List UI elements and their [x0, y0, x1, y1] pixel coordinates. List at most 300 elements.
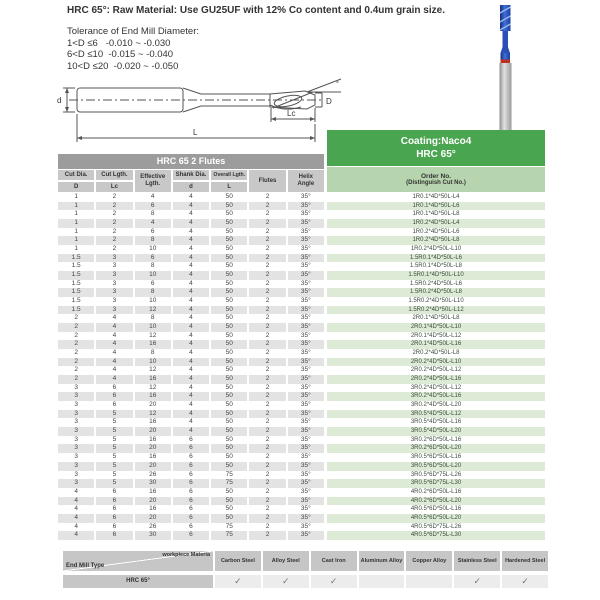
spec-cell: 5	[96, 462, 132, 471]
column-header-shank-dia	[173, 170, 209, 192]
spec-table-row	[58, 471, 324, 480]
spec-cell: 35°	[300, 487, 311, 495]
spec-cell: 1	[74, 193, 78, 200]
order-no-cell: 2R0.1*4D*50L-L16	[327, 340, 545, 349]
spec-cell: 3	[96, 271, 132, 280]
spec-table-row	[58, 245, 324, 254]
material-empty-cell	[406, 575, 452, 588]
spec-cell: 4	[173, 306, 209, 315]
column-header-effective-lgth	[135, 170, 171, 192]
material-checkmark-cell: ✓	[454, 575, 500, 588]
materials-check-row	[63, 575, 548, 588]
spec-cell: 12	[149, 366, 157, 374]
spec-cell: 4	[189, 210, 193, 218]
spec-cell: 2	[74, 314, 78, 322]
spec-cell: 35°	[300, 366, 311, 374]
spec-cell: 50	[211, 410, 247, 419]
spec-cell: 3	[74, 435, 78, 443]
spec-table-row	[58, 436, 324, 445]
spec-cell: 4	[189, 366, 193, 374]
spec-cell: 3	[58, 444, 94, 453]
spec-cell: 2	[265, 522, 270, 530]
spec-cell: 5	[112, 453, 117, 461]
spec-rows	[58, 193, 324, 540]
spec-cell: 20	[135, 514, 171, 523]
spec-table-row	[58, 280, 324, 289]
spec-cell: 3	[96, 288, 132, 297]
spec-cell: 2	[58, 358, 94, 367]
spec-cell: 2	[265, 331, 270, 339]
spec-cell: 35°	[288, 202, 324, 211]
col-label	[135, 170, 171, 192]
hrc-line: HRC 65°	[416, 149, 456, 160]
spec-cell: 35°	[288, 236, 324, 245]
spec-cell: 4	[96, 340, 132, 349]
spec-table-row	[58, 332, 324, 341]
spec-cell: 50	[225, 435, 233, 443]
spec-table-row	[58, 479, 324, 488]
spec-cell: 2	[249, 427, 285, 436]
column-header-helix-angle	[288, 170, 324, 192]
spec-cell: 10	[149, 245, 157, 253]
spec-cell: 2	[249, 202, 285, 211]
order-no-cell: 3R0.2*6D*50L-L20	[327, 444, 545, 453]
order-no-cell: 3R0.2*6D*50L-L16	[410, 436, 462, 443]
order-no-cell: 1.5R0.1*4D*50L-L6	[327, 254, 545, 263]
spec-cell: 35°	[288, 444, 324, 453]
spec-cell: 3	[74, 470, 78, 478]
order-no-cell: 1.5R0.1*4D*50L-L10	[327, 271, 545, 280]
order-no-cell: 1R0.1*4D*50L-L8	[412, 211, 460, 218]
order-no-cell: 3R0.2*4D*50L-L12	[410, 384, 462, 391]
spec-cell: 3	[74, 383, 78, 391]
order-no-cell: 1.5R0.2*4D*50L-L10	[408, 298, 464, 305]
spec-cell: 75	[211, 531, 247, 540]
spec-table-row	[58, 427, 324, 436]
col-label-line: Effective	[140, 174, 166, 180]
spec-cell: 10	[135, 323, 171, 332]
tolerance-line: 6<D ≤10 -0.015 ~ -0.040	[67, 49, 174, 60]
order-no-rows	[327, 193, 545, 540]
spec-cell: 2	[265, 453, 270, 461]
spec-cell: 20	[135, 462, 171, 471]
end-mill-type-label: HRC 65°	[63, 575, 213, 588]
spec-cell: 50	[225, 418, 233, 426]
order-no-cell: 1.5R0.1*4D*50L-L8	[409, 263, 463, 270]
spec-cell: 16	[149, 505, 157, 513]
spec-cell: 2	[249, 219, 285, 228]
spec-cell: 50	[211, 288, 247, 297]
spec-cell: 50	[211, 497, 247, 506]
order-no-column-header	[327, 167, 545, 192]
spec-cell: 35°	[300, 193, 311, 200]
spec-cell: 2	[74, 349, 78, 357]
spec-cell: 6	[96, 531, 132, 540]
spec-cell: 12	[149, 331, 157, 339]
spec-cell: 16	[149, 418, 157, 426]
spec-table-row	[58, 444, 324, 453]
spec-cell: 35°	[288, 392, 324, 401]
order-no-cell: 2R0.1*4D*50L-L12	[410, 332, 462, 339]
order-no-cell: 3R0.2*4D*50L-L20	[410, 402, 462, 409]
spec-cell: 2	[249, 306, 285, 315]
order-no-cell: 1R0.1*4D*50L-L4	[412, 194, 460, 200]
spec-cell: 50	[225, 366, 233, 374]
spec-table-row	[58, 418, 324, 427]
spec-table-row	[58, 254, 324, 263]
spec-cell: 2	[249, 531, 285, 540]
order-no-cell: 1R0.2*4D*50L-L8	[327, 236, 545, 245]
spec-cell: 2	[265, 470, 270, 478]
spec-cell: 3	[112, 279, 117, 287]
spec-cell: 6	[189, 435, 193, 443]
spec-cell: 1.5	[58, 271, 94, 280]
spec-cell: 6	[150, 279, 155, 287]
spec-cell: 16	[149, 435, 157, 443]
spec-cell: 6	[173, 444, 209, 453]
spec-cell: 50	[211, 202, 247, 211]
order-no-cell: 3R0.2*4D*50L-L16	[327, 392, 545, 401]
coating-line: Coating:Naco4	[400, 136, 472, 147]
column-header-flutes	[249, 170, 285, 192]
order-no-cell: 1.5R0.2*4D*50L-L8	[327, 288, 545, 297]
spec-cell: 16	[149, 487, 157, 495]
spec-cell: 2	[96, 236, 132, 245]
spec-cell: 4	[189, 331, 193, 339]
spec-cell: 6	[150, 227, 155, 235]
spec-cell: 2	[249, 392, 285, 401]
spec-cell: 2	[249, 462, 285, 471]
material-column-header: Copper Alloy	[406, 551, 452, 571]
spec-table-row	[58, 523, 324, 532]
spec-cell: 50	[211, 375, 247, 384]
column-header-overall-lgth	[211, 170, 247, 192]
spec-cell: 4	[112, 366, 117, 374]
spec-cell: 35°	[300, 227, 311, 235]
spec-cell: 12	[135, 410, 171, 419]
order-no-cell: 2R0.2*4D*50L-L12	[410, 367, 462, 374]
spec-cell: 2	[249, 444, 285, 453]
spec-table-row	[58, 358, 324, 367]
column-header-cut-lgth	[96, 170, 132, 192]
spec-cell: 20	[135, 427, 171, 436]
diagram-label-D: D	[326, 97, 332, 106]
tolerance-line: 10<D ≤20 -0.020 ~ -0.050	[67, 60, 179, 72]
order-no-cell: 3R0.5*4D*50L-L12	[327, 410, 545, 419]
spec-cell: 50	[211, 340, 247, 349]
spec-cell: 35°	[300, 245, 311, 253]
spec-table-row	[58, 488, 324, 497]
spec-cell: 35°	[300, 349, 311, 357]
spec-cell: 2	[249, 479, 285, 488]
spec-cell: 4	[96, 375, 132, 384]
spec-cell: 6	[189, 522, 193, 530]
order-no-cell: 4R0.5*6D*75L-L26	[410, 523, 462, 530]
order-no-cell: 4R0.2*6D*50L-L20	[327, 497, 545, 506]
tolerance-line: 1<D ≤6 -0.010 ~ -0.030	[67, 37, 171, 49]
spec-table-row	[58, 375, 324, 384]
spec-cell: 10	[135, 271, 171, 280]
spec-cell: 2	[265, 227, 270, 235]
spec-cell: 10	[149, 297, 157, 305]
col-top-label: Cut Dia.	[58, 170, 94, 180]
spec-cell: 2	[265, 210, 270, 218]
spec-cell: 2	[265, 401, 270, 409]
order-no-cell: 3R0.5*6D*50L-L20	[327, 462, 545, 471]
order-no-cell: 1R0.2*4D*50L-L6	[412, 228, 460, 235]
spec-cell: 6	[96, 392, 132, 401]
spec-cell: 1	[74, 245, 78, 253]
spec-cell: 35°	[288, 271, 324, 280]
spec-table-row	[58, 340, 324, 349]
spec-cell: 5	[112, 435, 117, 443]
spec-cell: 3	[74, 401, 78, 409]
spec-cell: 1.5	[71, 279, 81, 287]
spec-cell: 2	[74, 331, 78, 339]
col-label-line: Angle	[297, 181, 315, 187]
spec-cell: 6	[189, 470, 193, 478]
spec-cell: 2	[265, 505, 270, 513]
spec-cell: 4	[189, 193, 193, 200]
spec-cell: 3	[74, 453, 78, 461]
order-no-cell: 3R0.5*6D*50L-L16	[410, 454, 462, 461]
spec-cell: 16	[135, 392, 171, 401]
spec-cell: 30	[135, 479, 171, 488]
spec-cell: 50	[225, 331, 233, 339]
spec-cell: 2	[112, 227, 117, 235]
spec-cell: 16	[135, 375, 171, 384]
spec-cell: 4	[189, 227, 193, 235]
spec-table-row	[58, 392, 324, 401]
order-no-cell: 3R0.5*4D*50L-L20	[327, 427, 545, 436]
spec-cell: 1.5	[58, 288, 94, 297]
spec-cell: 50	[225, 193, 233, 200]
spec-table-row	[58, 297, 324, 306]
spec-cell: 50	[225, 383, 233, 391]
spec-cell: 2	[265, 383, 270, 391]
spec-cell: 5	[96, 444, 132, 453]
spec-table-row	[58, 462, 324, 471]
corner-top-label: workpiece Materia	[162, 552, 210, 558]
spec-cell: 50	[211, 219, 247, 228]
spec-cell: 50	[211, 254, 247, 263]
spec-cell: 3	[112, 262, 117, 270]
spec-cell: 1	[74, 210, 78, 218]
order-no-cell: 1.5R0.2*4D*50L-L12	[327, 306, 545, 315]
order-no-cell: 1.5R0.2*4D*50L-L6	[409, 280, 463, 287]
spec-cell: 4	[58, 531, 94, 540]
spec-cell: 35°	[300, 262, 311, 270]
order-no-cell: 4R0.5*6D*75L-L30	[327, 531, 545, 540]
spec-cell: 50	[211, 444, 247, 453]
spec-cell: 4	[173, 340, 209, 349]
spec-table-row	[58, 366, 324, 375]
spec-cell: 4	[96, 323, 132, 332]
spec-cell: 6	[112, 487, 117, 495]
spec-cell: 6	[173, 531, 209, 540]
spec-cell: 6	[189, 487, 193, 495]
spec-cell: 4	[189, 401, 193, 409]
spec-cell: 35°	[288, 462, 324, 471]
spec-table-row	[58, 453, 324, 462]
spec-cell: 8	[135, 288, 171, 297]
spec-cell: 2	[265, 349, 270, 357]
spec-cell: 3	[58, 392, 94, 401]
material-checkmark-cell: ✓	[263, 575, 309, 588]
spec-cell: 2	[265, 418, 270, 426]
spec-cell: 4	[173, 236, 209, 245]
spec-cell: 3	[112, 297, 117, 305]
spec-cell: 4	[189, 245, 193, 253]
spec-table-row	[58, 219, 324, 228]
spec-cell: 50	[225, 505, 233, 513]
spec-cell: 4	[74, 505, 78, 513]
spec-cell: 50	[225, 210, 233, 218]
spec-cell: 50	[211, 323, 247, 332]
spec-table-title: HRC 65 2 Flutes	[58, 154, 324, 169]
spec-cell: 2	[112, 210, 117, 218]
spec-table-row	[58, 514, 324, 523]
spec-cell: 1	[58, 236, 94, 245]
spec-cell: 4	[189, 418, 193, 426]
spec-cell: 3	[74, 418, 78, 426]
spec-cell: 6	[112, 401, 117, 409]
col-label-line: Helix	[298, 174, 313, 180]
spec-cell: 4	[96, 358, 132, 367]
spec-cell: 50	[211, 358, 247, 367]
spec-cell: 2	[265, 262, 270, 270]
spec-cell: 4	[189, 262, 193, 270]
spec-cell: 4	[173, 254, 209, 263]
spec-table	[58, 154, 324, 540]
spec-cell: 4	[112, 331, 117, 339]
materials-header-row	[63, 551, 548, 571]
spec-cell: 50	[211, 514, 247, 523]
spec-cell: 2	[249, 358, 285, 367]
spec-cell: 12	[149, 383, 157, 391]
spec-cell: 6	[189, 453, 193, 461]
order-no-label: Order No.	[421, 173, 451, 180]
spec-cell: 2	[112, 245, 117, 253]
diagram-label-angle: °	[336, 81, 339, 88]
spec-table-row	[58, 202, 324, 211]
spec-table-row	[58, 262, 324, 271]
spec-cell: 35°	[288, 288, 324, 297]
spec-cell: 2	[265, 245, 270, 253]
spec-cell: 4	[173, 358, 209, 367]
spec-cell: 6	[96, 514, 132, 523]
col-label	[288, 170, 324, 192]
spec-cell: 35°	[288, 375, 324, 384]
spec-cell: 50	[225, 262, 233, 270]
spec-table-row	[58, 531, 324, 540]
material-column-header: Aluminum Alloy	[359, 551, 405, 571]
order-no-cell: 2R0.1*4D*50L-L8	[412, 315, 460, 322]
spec-cell: 35°	[288, 531, 324, 540]
spec-cell: 35°	[288, 479, 324, 488]
spec-cell: 2	[249, 323, 285, 332]
spec-cell: 4	[173, 219, 209, 228]
spec-cell: 3	[58, 462, 94, 471]
spec-cell: 8	[150, 210, 155, 218]
order-no-cell: 3R0.5*6D*75L-L26	[410, 471, 462, 478]
endmill-dimension-diagram	[55, 78, 345, 153]
col-label	[249, 170, 285, 192]
col-bottom-label: Lc	[96, 182, 132, 192]
coating-header	[327, 130, 545, 166]
spec-cell: 1	[58, 219, 94, 228]
spec-cell: 4	[173, 202, 209, 211]
spec-cell: 5	[96, 410, 132, 419]
spec-cell: 4	[150, 193, 155, 200]
material-column-header: Hardened Steel	[502, 551, 548, 571]
spec-cell: 50	[225, 227, 233, 235]
material-column-header: Cast Iron	[311, 551, 357, 571]
material-column-header: Alloy Steel	[263, 551, 309, 571]
spec-cell: 35°	[288, 219, 324, 228]
spec-cell: 4	[173, 288, 209, 297]
order-no-cell: 2R0.1*4D*50L-L10	[327, 323, 545, 332]
order-no-cell: 1R0.2*4D*50L-L10	[410, 246, 462, 253]
order-no-cell: 3R0.5*4D*50L-L16	[410, 419, 462, 426]
spec-cell: 50	[211, 306, 247, 315]
spec-cell: 5	[96, 427, 132, 436]
spec-cell: 35°	[288, 358, 324, 367]
spec-cell: 4	[135, 219, 171, 228]
spec-cell: 4	[173, 410, 209, 419]
spec-cell: 35°	[300, 383, 311, 391]
spec-cell: 35°	[300, 522, 311, 530]
spec-cell: 6	[112, 505, 117, 513]
spec-cell: 35°	[288, 514, 324, 523]
spec-cell: 2	[265, 297, 270, 305]
spec-cell: 4	[173, 375, 209, 384]
spec-column-headers	[58, 170, 324, 192]
spec-table-row	[58, 210, 324, 219]
spec-cell: 1	[74, 227, 78, 235]
col-bottom-label: d	[173, 182, 209, 192]
spec-cell: 4	[189, 279, 193, 287]
spec-cell: 35°	[300, 314, 311, 322]
spec-table-row	[58, 323, 324, 332]
spec-cell: 35°	[300, 401, 311, 409]
spec-cell: 8	[150, 314, 155, 322]
column-header-cut-dia	[58, 170, 94, 192]
spec-cell: 2	[265, 487, 270, 495]
spec-cell: 35°	[300, 210, 311, 218]
spec-cell: 1.5	[71, 297, 81, 305]
spec-cell: 2	[249, 514, 285, 523]
spec-cell: 35°	[288, 497, 324, 506]
order-no-cell: 4R0.2*6D*50L-L16	[410, 488, 462, 495]
spec-cell: 2	[249, 340, 285, 349]
spec-table-row	[58, 384, 324, 393]
spec-cell: 4	[58, 497, 94, 506]
spec-cell: 20	[135, 444, 171, 453]
spec-cell: 16	[135, 340, 171, 349]
spec-cell: 35°	[288, 410, 324, 419]
spec-cell: 10	[135, 358, 171, 367]
order-no-cell: 4R0.5*6D*50L-L20	[327, 514, 545, 523]
spec-cell: 5	[112, 470, 117, 478]
spec-cell: 6	[112, 522, 117, 530]
spec-cell: 4	[112, 349, 117, 357]
spec-cell: 50	[211, 392, 247, 401]
spec-cell: 4	[189, 297, 193, 305]
spec-cell: 6	[173, 462, 209, 471]
spec-cell: 6	[135, 202, 171, 211]
spec-cell: 2	[58, 375, 94, 384]
